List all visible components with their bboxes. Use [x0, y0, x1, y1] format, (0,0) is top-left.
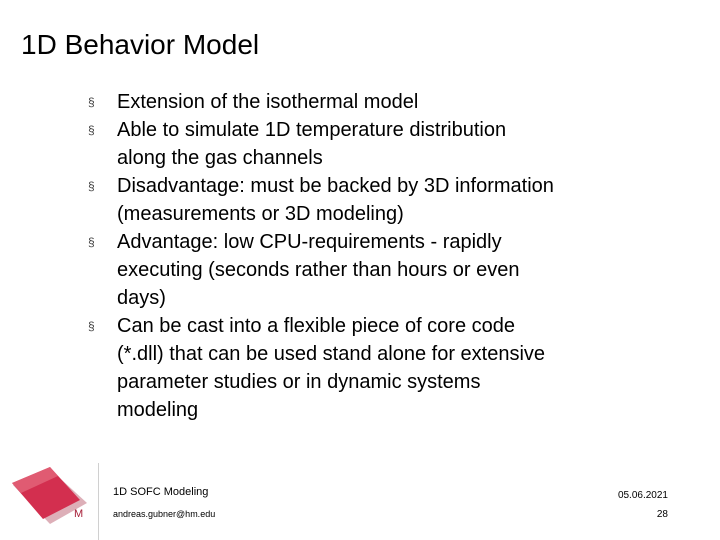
bullet-item-1 — [88, 88, 688, 116]
bullet-line: days) — [117, 287, 166, 309]
bullet-item-5 — [88, 312, 688, 424]
bullet-list — [88, 88, 688, 424]
slide-title: 1D Behavior Model — [21, 29, 260, 60]
footer-date: 05.06.2021 — [617, 490, 668, 501]
page-number: 28 — [656, 509, 668, 520]
bullet-line: (measurements or 3D modeling) — [117, 203, 404, 225]
bullet-marker: § — [88, 319, 95, 333]
footer-email: andreas.gubner@hm.edu — [113, 509, 216, 519]
bullet-marker: § — [88, 123, 95, 137]
footer-title: 1D SOFC Modeling — [113, 486, 209, 498]
bullet-line: Disadvantage: must be backed by 3D information — [117, 175, 554, 197]
bullet-item-4 — [88, 228, 688, 312]
hm-logo-letter: M — [74, 508, 84, 520]
bullet-item-3 — [88, 172, 688, 228]
bullet-line: Advantage: low CPU-requirements - rapidly — [117, 231, 502, 253]
bullet-line: modeling — [117, 399, 199, 421]
bullet-marker: § — [88, 179, 95, 193]
bullet-line: Can be cast into a flexible piece of core code — [117, 315, 516, 337]
bullet-line: Extension of the isothermal model — [117, 91, 419, 113]
bullet-line: executing (seconds rather than hours or even — [117, 259, 520, 281]
bullet-line: parameter studies or in dynamic systems — [117, 371, 481, 393]
footer-divider — [98, 463, 99, 540]
bullet-line: (*.dll) that can be used stand alone for extensive — [117, 343, 546, 365]
bullet-marker: § — [88, 95, 95, 109]
bullet-line: along the gas channels — [117, 147, 323, 169]
bullet-marker: § — [88, 235, 95, 249]
bullet-line: Able to simulate 1D temperature distribution — [117, 119, 507, 141]
bullet-item-2 — [88, 116, 688, 172]
